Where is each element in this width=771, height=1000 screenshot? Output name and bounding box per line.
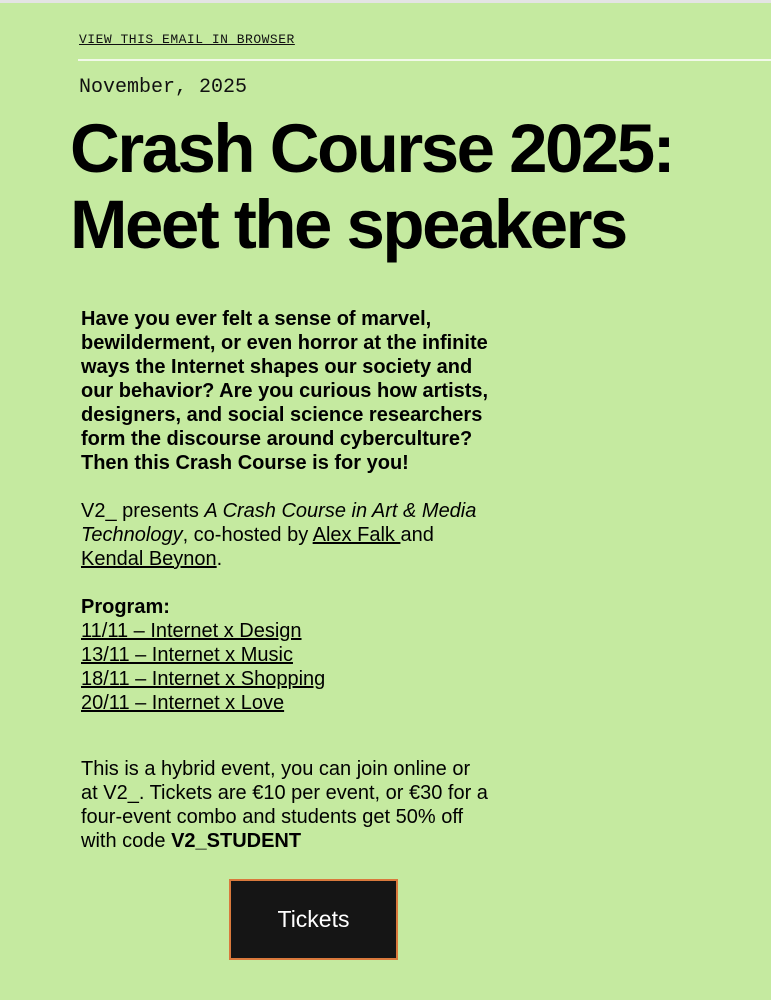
presents-line-1 <box>81 499 551 523</box>
hybrid-line-2: at V2_. Tickets are €10 per event, or €30 for a <box>81 782 488 804</box>
period-text: . <box>216 548 223 570</box>
intro-line: ways the Internet shapes our society and <box>81 356 473 378</box>
program-item-shopping[interactable]: 18/11 – Internet x Shopping <box>81 668 326 690</box>
intro-line: Then this Crash Course is for you! <box>81 452 409 474</box>
host-link-kendal-beynon[interactable]: Kendal Beynon <box>81 548 217 570</box>
program-item-design[interactable]: 11/11 – Internet x Design <box>81 620 302 642</box>
hybrid-paragraph <box>81 757 551 853</box>
host-link-alex-falk[interactable]: Alex Falk <box>312 524 401 546</box>
view-in-browser-link[interactable]: VIEW THIS EMAIL IN BROWSER <box>79 32 295 47</box>
program-item-music[interactable]: 13/11 – Internet x Music <box>81 644 293 666</box>
presents-prefix: V2_ presents <box>81 500 205 522</box>
and-text: and <box>400 524 434 546</box>
email-content <box>81 307 551 853</box>
program-item-love[interactable]: 20/11 – Internet x Love <box>81 692 285 714</box>
hybrid-line-3: four-event combo and students get 50% off <box>81 806 464 828</box>
intro-line: designers, and social science researchers <box>81 404 483 426</box>
page-title <box>70 111 770 263</box>
program-section <box>81 595 551 715</box>
header-divider <box>78 59 771 61</box>
presents-line-2 <box>81 523 551 547</box>
issue-date: November, 2025 <box>79 76 248 99</box>
intro-paragraph <box>81 307 551 475</box>
cohosted-text: , co-hosted by <box>182 524 313 546</box>
intro-line: bewilderment, or even horror at the infinite <box>81 332 488 354</box>
intro-line: form the discourse around cyberculture? <box>81 428 473 450</box>
intro-line: Have you ever felt a sense of marvel, <box>81 308 432 330</box>
course-name-part-1: A Crash Course in Art & Media <box>204 500 477 522</box>
code-prefix: with code <box>81 830 172 852</box>
program-heading: Program: <box>81 596 170 618</box>
title-line-2: Meet the speakers <box>70 186 626 263</box>
hybrid-line-1: This is a hybrid event, you can join online or <box>81 758 471 780</box>
student-code: V2_STUDENT <box>171 830 302 852</box>
tickets-button[interactable]: Tickets <box>229 879 398 960</box>
presents-line-3 <box>81 547 551 571</box>
title-line-1: Crash Course 2025: <box>70 110 674 187</box>
presents-paragraph <box>81 499 551 571</box>
intro-line: our behavior? Are you curious how artists, <box>81 380 489 402</box>
hybrid-line-4 <box>81 829 551 853</box>
course-name-part-2: Technology <box>81 524 183 546</box>
